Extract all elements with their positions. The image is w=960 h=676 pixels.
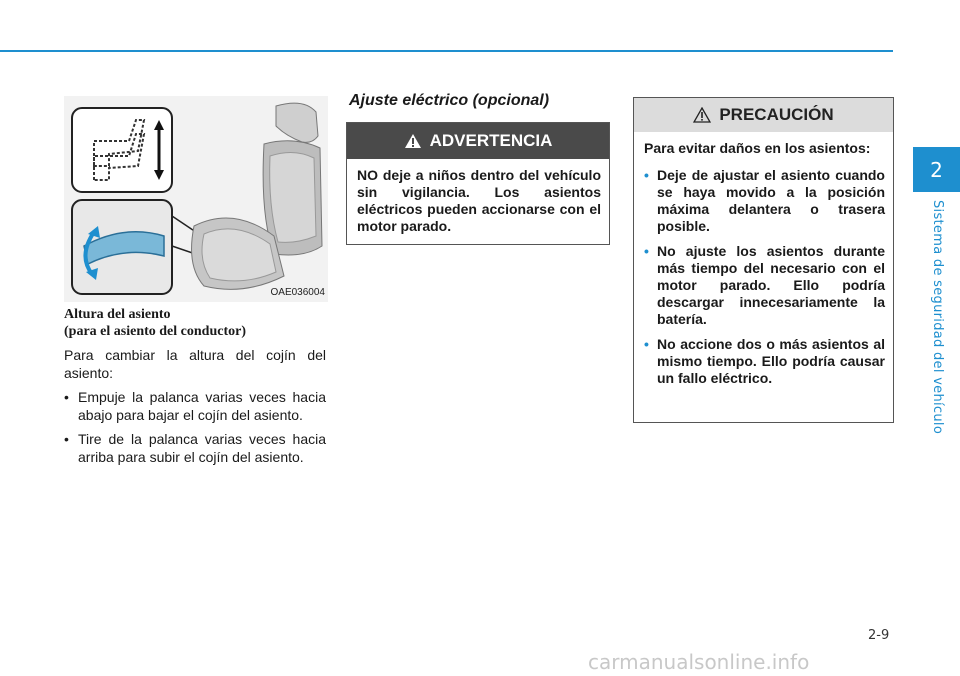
heading-line-2: (para el asiento del conductor): [64, 324, 246, 339]
watermark: carmanualsonline.info: [588, 650, 810, 674]
warning-text: NO deje a niños dentro del vehículo sin vigilancia. Los asientos eléctricos pueden accionarse con el motor parado.: [357, 167, 601, 234]
caution-item-text: No ajuste los asientos durante más tiempo del necesario con el motor parado. Ello podría descargar innecesariamente la batería.: [657, 243, 885, 327]
warning-title: ADVERTENCIA: [429, 131, 553, 150]
caution-item-text: Deje de ajustar el asiento cuando se haya movido a la posición máxima delantera o trasera posible.: [657, 167, 885, 234]
bullet-dot-icon: •: [644, 167, 649, 183]
caution-title: PRECAUCIÓN: [719, 105, 834, 124]
list-item: • Empuje la palanca varias veces hacia abajo para bajar el cojín del asiento.: [64, 388, 326, 424]
page-number: 2-9: [868, 628, 890, 643]
seat-height-body: [64, 346, 326, 472]
caution-intro: Para evitar daños en los asientos:: [644, 140, 871, 156]
warning-triangle-icon: [404, 133, 422, 149]
section-heading-seat-height: [64, 306, 326, 340]
caution-body: [634, 132, 893, 387]
list-item: [644, 167, 885, 235]
heading-line-1: Altura del asiento: [64, 307, 171, 322]
caution-item-text: No accione dos o más asientos al mismo tiempo. Ello podría causar un fallo eléctrico.: [657, 336, 885, 386]
caution-triangle-icon: [693, 107, 711, 123]
list-item: [644, 336, 885, 387]
list-item: [644, 243, 885, 328]
warning-box: [346, 122, 610, 245]
list-item: • Tire de la palanca varias veces hacia arriba para subir el cojín del asiento.: [64, 430, 326, 466]
caution-header: [634, 98, 893, 132]
instruction-list: [64, 388, 326, 466]
bullet-dot-icon: •: [644, 336, 649, 352]
chapter-tab: [913, 147, 960, 192]
seat-illustration: [64, 96, 328, 302]
chapter-number: 2: [930, 157, 943, 182]
chapter-side-title: Sistema de seguridad del vehículo: [930, 200, 945, 435]
intro-paragraph: Para cambiar la altura del cojín del asiento:: [64, 347, 326, 381]
caution-box: [633, 97, 894, 423]
top-rule: [0, 50, 893, 52]
figure-code: OAE036004: [270, 287, 325, 298]
section-title-power-adjust: Ajuste eléctrico (opcional): [349, 92, 550, 109]
caution-list: [644, 167, 885, 387]
bullet-dot-icon: •: [644, 243, 649, 259]
warning-header: [347, 123, 609, 159]
seat-figure: [64, 96, 328, 302]
